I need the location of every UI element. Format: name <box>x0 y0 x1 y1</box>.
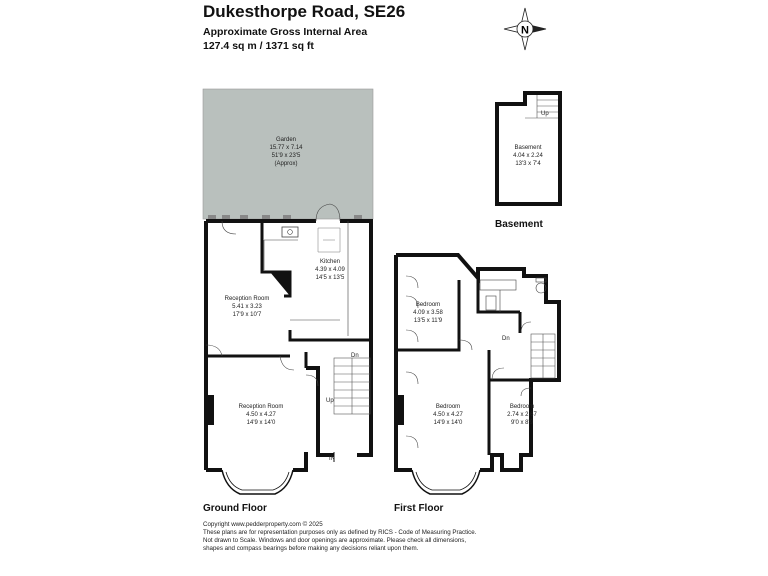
room-dims-imperial: 14'5 x 13'5 <box>315 275 345 281</box>
basement-stairs-up-label: Up <box>541 111 549 117</box>
footer-disclaimer <box>203 521 476 553</box>
room-dims-imperial: 14'9 x 14'0 <box>433 420 463 426</box>
room-name: Kitchen <box>319 259 340 265</box>
room-dims-metric: 4.09 x 3.58 <box>413 310 443 316</box>
footer-line-2: These plans are for representation purposes only as defined by RICS - Code of Measuring Practice. <box>203 529 477 536</box>
room-dims-imperial: 9'0 x 8'9 <box>511 420 533 426</box>
floor-label-first: First Floor <box>394 503 444 514</box>
room-dims-metric: 4.50 x 4.27 <box>433 412 463 418</box>
room-dims-imperial: 17'9 x 10'7 <box>232 312 262 318</box>
stairs-down-label: Dn <box>351 353 359 359</box>
room-bedroom-2 <box>420 403 476 427</box>
room-dims-metric: 15.77 x 7.14 <box>269 145 303 151</box>
room-name: Reception Room <box>224 296 270 302</box>
area-value: 127.4 sq m / 1371 sq ft <box>203 40 314 52</box>
room-dims-imperial: 51'9 x 23'5 <box>271 153 301 159</box>
room-name: Bedroom <box>509 404 535 410</box>
room-garden <box>246 136 326 168</box>
footer-line-3: Not drawn to Scale. Windows and door openings are approximate. Please check all dimensions, <box>203 537 467 544</box>
floor-label-ground: Ground Floor <box>203 503 267 514</box>
room-name: Garden <box>275 137 296 143</box>
room-reception-2 <box>226 403 296 427</box>
floor-label-basement: Basement <box>495 219 543 230</box>
room-dims-metric: 2.74 x 2.67 <box>507 412 537 418</box>
room-name: Basement <box>514 145 542 151</box>
room-dims-imperial: 13'3 x 7'4 <box>515 161 541 167</box>
room-name: Reception Room <box>238 404 284 410</box>
footer-line-4: shapes and compass bearings before making any decisions reliant upon them. <box>203 545 419 552</box>
room-note: (Approx) <box>274 161 298 167</box>
room-name: Bedroom <box>415 302 441 308</box>
room-bedroom-3 <box>496 403 548 427</box>
entrance-label: IN <box>329 456 335 462</box>
room-dims-metric: 4.39 x 4.09 <box>315 267 345 273</box>
room-dims-metric: 5.41 x 3.23 <box>232 304 262 310</box>
stairs-up-label: Up <box>326 398 334 404</box>
compass-letter: N <box>521 24 529 37</box>
room-basement <box>500 144 556 168</box>
footer-copyright: Copyright www.pedderproperty.com © 2025 <box>203 521 323 528</box>
room-name: Bedroom <box>435 404 461 410</box>
room-dims-metric: 4.04 x 2.24 <box>513 153 543 159</box>
room-kitchen <box>300 258 360 282</box>
first-stairs-down-label: Dn <box>502 336 510 342</box>
room-bedroom-1 <box>400 301 456 325</box>
room-dims-metric: 4.50 x 4.27 <box>246 412 276 418</box>
room-reception-1 <box>212 295 282 319</box>
room-dims-imperial: 14'9 x 14'0 <box>246 420 276 426</box>
area-subtitle: Approximate Gross Internal Area <box>203 26 368 38</box>
room-dims-imperial: 13'5 x 11'9 <box>413 318 443 324</box>
page-title: Dukesthorpe Road, SE26 <box>203 2 406 21</box>
